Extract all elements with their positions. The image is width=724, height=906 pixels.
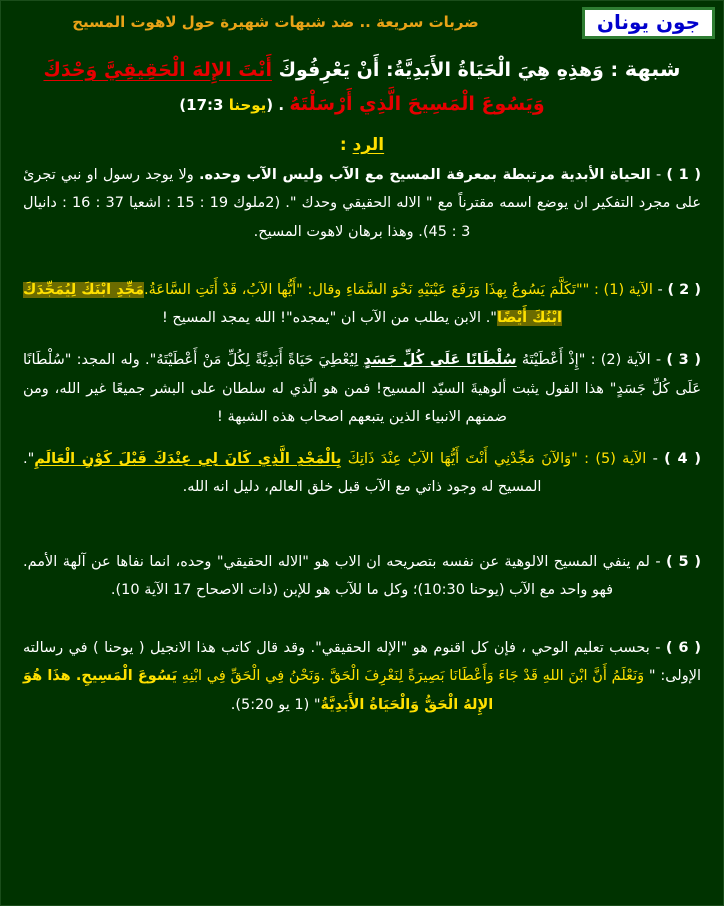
paragraph-number: ( 4 )	[664, 451, 701, 468]
reply-heading	[1, 135, 723, 155]
paragraph-segment: يَسُوعَ الْمَسِيحِ. هذَا هُوَ الإِلهُ الْحَقُّ وَالْحَيَاةُ الأَبَدِيَّةُ	[23, 668, 494, 713]
paragraph-segment: الحياة الأبدية مرتبطة بمعرفة المسيح مع الآب وليس الآب وحده.	[198, 167, 651, 183]
paragraph-segment: مَجِّدِ ابْنَكَ لِيُمَجِّدَكَ ابْنُكَ أَيْضًا	[23, 281, 563, 327]
reply-paragraph-p3	[23, 346, 701, 431]
reply-paragraph-p2	[23, 276, 701, 333]
reply-paragraph-p1	[23, 161, 701, 246]
paragraph-number: ( 5 )	[665, 553, 702, 570]
reply-heading-colon: :	[339, 135, 353, 155]
paragraph-number: ( 2 )	[667, 281, 701, 298]
paragraph-segment: لِيُعْطِيَ حَيَاةً أَبَدِيَّةً لِكُلِّ مَنْ أَعْطَيْتَهُ". وله المجد: "سُلْطَانًا عَلَى كُلِّ جَسَدٍ" هذا القول يثبت ألوهيةَ السيّد المسيح! فمن هو الّذي له سلطان على البشر جميعًا غير الله، ومن ضمنهم الانبياء الذين يتبعهم اصحاب هذه الشبهة !	[23, 352, 701, 425]
objection-label-separator: :	[603, 59, 625, 81]
objection-verse-block	[11, 51, 713, 121]
reply-paragraph-list	[1, 161, 723, 719]
paragraph-dash: -	[652, 281, 668, 298]
objection-label: شبهة	[624, 57, 681, 81]
verse-ref-open-paren: (	[266, 95, 274, 114]
paragraph-segment: ". المسيح له وجود ذاتي مع الآب قبل خلق العالم، دليل انه الله.	[23, 451, 542, 496]
paragraph-segment: سُلْطَانًا عَلَى كُلِّ جَسَدٍ	[363, 352, 517, 369]
verse-ref-close-paren: )	[179, 95, 187, 114]
paragraph-dash: -	[649, 553, 666, 570]
paragraph-number: ( 6 )	[665, 640, 701, 657]
verse-red-underlined-text: أَنْتَ الإِلهَ الْحَقِيقِيَّ وَحْدَكَ	[43, 59, 272, 81]
paragraph-number: ( 1 )	[666, 167, 701, 183]
paragraph-segment: بِالْمَجْدِ الَّذِي كَانَ لِي عِنْدَكَ قَبْلَ كَوْنِ الْعَالَمِ	[34, 451, 342, 468]
verse-ref-dot: .	[273, 95, 290, 114]
paragraph-segment: ". الابن يطلب من الآب ان "يمجده"! الله يمجد المسيح !	[161, 310, 497, 327]
reply-paragraph-p4	[23, 445, 701, 502]
paragraph-number: ( 3 )	[666, 352, 701, 369]
paragraph-segment: ولا يوجد رسول او نبي تجرئ على مجرد التفكير ان يوضع اسمه مقترناً مع " الاله الحقيقي وحدك ". (2ملوك 19 : 15 : اشعيا 37 : 16 : دانيال 3 : 45). وهذا برهان لاهوت المسيح.	[23, 167, 702, 240]
paragraph-dash: -	[649, 640, 666, 657]
paragraph-segment: " (1 يو 5:20).	[230, 696, 321, 713]
reply-paragraph-p5	[23, 548, 701, 605]
paragraph-dash: -	[646, 451, 665, 468]
paragraph-segment: الآية (2) : "إِذْ أَعْطَيْتَهُ	[516, 352, 651, 369]
paragraph-dash: -	[650, 167, 667, 183]
paragraph-dash: -	[650, 352, 667, 369]
paragraph-segment: وَنَعْلَمُ أَنَّ ابْنَ اللهِ قَدْ جَاءَ وَأَعْطَانَا بَصِيرَةً لِنَعْرِفَ الْحَقَّ .وَنَحْنُ فِي الْحَقِّ فِي ابْنِهِ	[177, 668, 645, 685]
author-logo-box	[582, 7, 715, 39]
page-title: ضربات سريعة .. ضد شبهات شهيرة حول لاهوت المسيح	[72, 13, 479, 31]
paragraph-segment: بحسب تعليم الوحي ، فإن كل اقنوم هو "الإله الحقيقي". وقد قال كاتب هذا الانجيل ( يوحنا ) في رسالته الإولى: "	[23, 640, 702, 685]
verse-ref-numbers: 17:3	[186, 95, 229, 114]
verse-white-text: وَهذِهِ هِيَ الْحَيَاةُ الأَبَدِيَّةُ: أَنْ يَعْرِفُوكَ	[278, 59, 604, 81]
objection-verse-line-1	[11, 51, 713, 88]
reply-heading-label: الرد	[352, 135, 385, 155]
verse-ref-book: يوحنا	[228, 95, 267, 114]
reply-paragraph-p6	[23, 634, 701, 719]
paragraph-segment: الآية (5) : "وَالآنَ مَجِّدْنِي أَنْتَ أَيُّهَا الآبُ عِنْدَ ذَاتِكَ	[341, 451, 647, 468]
paragraph-segment: لم ينفي المسيح الالوهية عن نفسه بتصريحه ان الاب هو "الاله الحقيقي" وحده، انما نفاها عن آلهة الأمم. فهو واحد مع الآب (يوحنا 10:30)؛ وكل ما للآب هو للإبن (ذات الاصحاح 17 الآية 10).	[23, 553, 650, 598]
objection-verse-line-2	[11, 88, 713, 121]
paragraph-segment: الآية (1) : ""تَكَلَّمَ يَسُوعُ بِهذَا وَرَفَعَ عَيْنَيْهِ نَحْوَ السَّمَاءِ وقال: "أَيُّها الآبُ، قَدْ أَتَتِ السَّاعَةُ.	[144, 281, 653, 298]
verse-red-second-line: وَيَسُوعَ الْمَسِيحَ الَّذِي أَرْسَلْتَهُ	[289, 92, 545, 115]
author-name: جون يونان	[596, 10, 700, 34]
page-header	[1, 1, 723, 47]
